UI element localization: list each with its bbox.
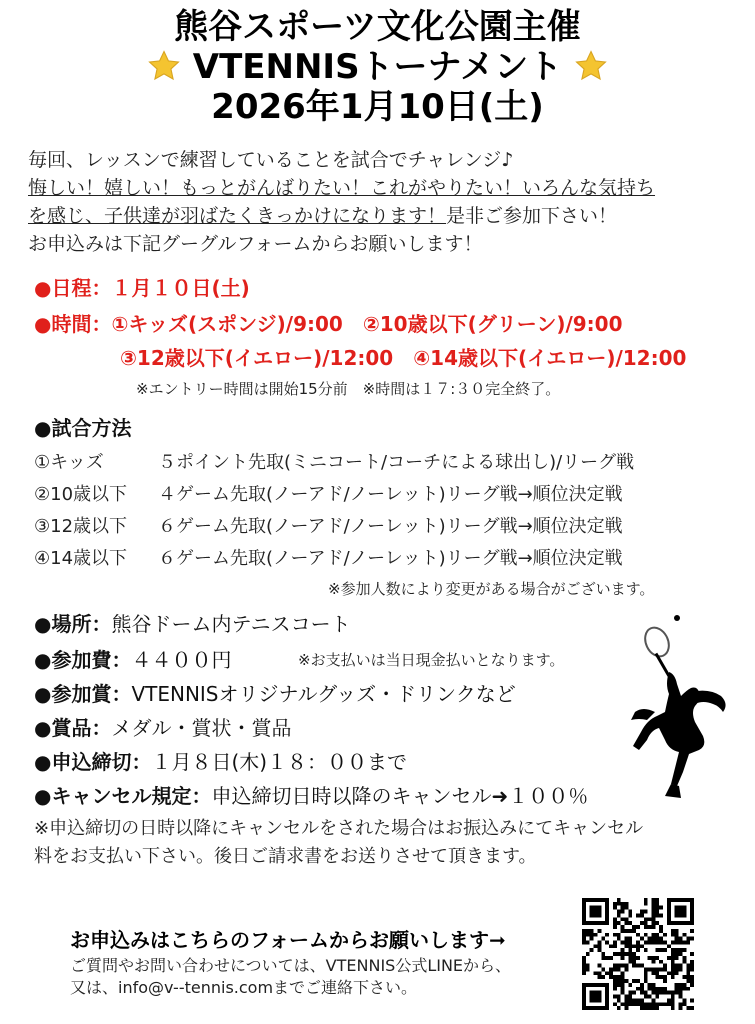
method-row: [34, 480, 623, 506]
cancel-label: ●キャンセル規定：: [34, 784, 212, 808]
intro-line-3-rest: 是非ご参加下さい！: [446, 205, 618, 227]
star-icon: [574, 49, 608, 83]
method-heading: ●試合方法: [34, 416, 132, 440]
method-row: [34, 448, 634, 474]
venue-value: 熊谷ドーム内テニスコート: [111, 612, 351, 636]
method-category: ③12歳以下: [34, 516, 128, 537]
schedule-date: ●日程：１月１０日(土): [34, 276, 250, 300]
method-category: ①キッズ: [34, 452, 104, 473]
participation-prize: [34, 678, 516, 707]
contact-info: [70, 955, 511, 999]
intro-line-4: お申込みは下記グーグルフォームからお願いします！: [28, 233, 483, 255]
cancel-note-line-2: 料をお支払い下さい。後日ご請求書をお送りさせて頂きます。: [34, 846, 537, 867]
intro-line-1: 毎回、レッスンで練習していることを試合でチャレンジ♪: [28, 149, 514, 171]
award-value: メダル・賞状・賞品: [111, 716, 292, 740]
deadline-label: ●申込締切：: [34, 750, 152, 774]
method-category: ④14歳以下: [34, 548, 128, 569]
method-row: [34, 512, 623, 538]
cancel-note: [34, 815, 734, 871]
qr-code[interactable]: [582, 898, 694, 1010]
fee-note: ※お支払いは当日現金払いとなります。: [298, 651, 565, 669]
apply-link-text[interactable]: お申込みはこちらのフォームからお願いします➞: [70, 928, 506, 952]
entry-note: ※エントリー時間は開始15分前 ※時間は１７:３０完全終了。: [136, 380, 561, 398]
awards: [34, 712, 291, 741]
schedule-time-2: ③12歳以下(イエロー)/12:00 ④14歳以下(イエロー)/12:00: [120, 346, 687, 370]
method-rule: ４ゲーム先取(ノーアド/ノーレット)リーグ戦→順位決定戦: [158, 484, 623, 505]
star-icon: [147, 49, 181, 83]
intro-line-3-underlined: を感じ、子供達が羽ばたくきっかけになります！: [28, 205, 447, 227]
method-note: ※参加人数により変更がある場合がございます。: [328, 580, 655, 598]
contact-line-2: 又は、info@v--tennis.comまでご連絡下さい。: [70, 978, 418, 997]
deadline: [34, 746, 407, 775]
award-label: ●賞品：: [34, 716, 112, 740]
deadline-value: １月８日(木)１８：００まで: [151, 750, 408, 774]
contact-line-1: ご質問やお問い合わせについては、VTENNIS公式LINEから、: [70, 956, 512, 975]
method-rule: ５ポイント先取(ミニコート/コーチによる球出し)/リーグ戦: [158, 452, 635, 473]
intro-line-3: [28, 202, 748, 230]
intro-line-2: 悔しい！嬉しい！もっとがんばりたい！これがやりたい！いろんな気持ち: [28, 177, 656, 199]
schedule-time-1: ●時間：①キッズ(スポンジ)/9:00 ②10歳以下(グリーン)/9:00: [34, 312, 623, 336]
intro-text: [28, 146, 748, 258]
fee-value: ４４００円: [131, 648, 232, 672]
tournament-name: VTENNISトーナメント: [192, 47, 563, 87]
cancel-note-line-1: ※申込締切の日時以降にキャンセルをされた場合はお振込みにてキャンセル: [34, 818, 644, 839]
method-rule: ６ゲーム先取(ノーアド/ノーレット)リーグ戦→順位決定戦: [158, 548, 623, 569]
title-date: 2026年1月10日(土): [211, 87, 544, 127]
venue: [34, 608, 351, 637]
title-line-2: [0, 46, 755, 88]
method-rule: ６ゲーム先取(ノーアド/ノーレット)リーグ戦→順位決定戦: [158, 516, 623, 537]
venue-label: ●場所：: [34, 612, 112, 636]
method-row: [34, 544, 623, 570]
cancel-value: 申込締切日時以降のキャンセル➜１００％: [211, 784, 589, 808]
title-line-1: 熊谷スポーツ文化公園主催: [174, 7, 581, 47]
cancel-policy: [34, 780, 588, 809]
prize-label: ●参加賞：: [34, 682, 132, 706]
method-category: ②10歳以下: [34, 484, 128, 505]
prize-value: VTENNISオリジナルグッズ・ドリンクなど: [131, 682, 516, 706]
tennis-player-silhouette: [625, 600, 737, 800]
fee-label: ●参加費：: [34, 648, 132, 672]
fee: [34, 644, 231, 673]
